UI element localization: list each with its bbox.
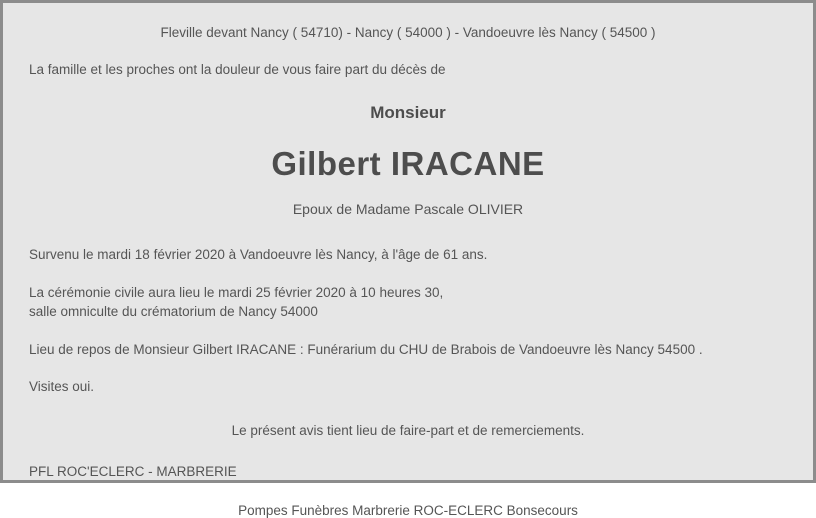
death-info: Survenu le mardi 18 février 2020 à Vandoeuvre lès Nancy, à l'âge de 61 ans. bbox=[29, 247, 488, 262]
ceremony-info bbox=[29, 283, 787, 322]
spouse-line: Epoux de Madame Pascale OLIVIER bbox=[292, 201, 524, 217]
footer-agency: Pompes Funèbres Marbrerie ROC-ECLERC Bonsecours bbox=[238, 502, 578, 518]
resting-place: Lieu de repos de Monsieur Gilbert IRACANE : Funérarium du CHU de Brabois de Vandoeuvre lès Nancy 54500 . bbox=[29, 341, 703, 357]
closing-statement: Le présent avis tient lieu de faire-part et de remerciements. bbox=[231, 422, 585, 438]
deceased-name: Gilbert IRACANE bbox=[271, 145, 545, 182]
honorific-title: Monsieur bbox=[370, 103, 446, 122]
ceremony-line-1: La cérémonie civile aura lieu le mardi 25 février 2020 à 10 heures 30, bbox=[29, 284, 444, 300]
funeral-agency: PFL ROC'ECLERC - MARBRERIE bbox=[29, 463, 237, 479]
locations-line: Fleville devant Nancy ( 54710) - Nancy ( 54000 ) - Vandoeuvre lès Nancy ( 54500 ) bbox=[160, 25, 656, 40]
visits-info: Visites oui. bbox=[29, 379, 95, 395]
ceremony-line-2: salle omniculte du crématorium de Nancy 54000 bbox=[29, 304, 318, 320]
intro-text: La famille et les proches ont la douleur de vous faire part du décès de bbox=[29, 62, 446, 77]
